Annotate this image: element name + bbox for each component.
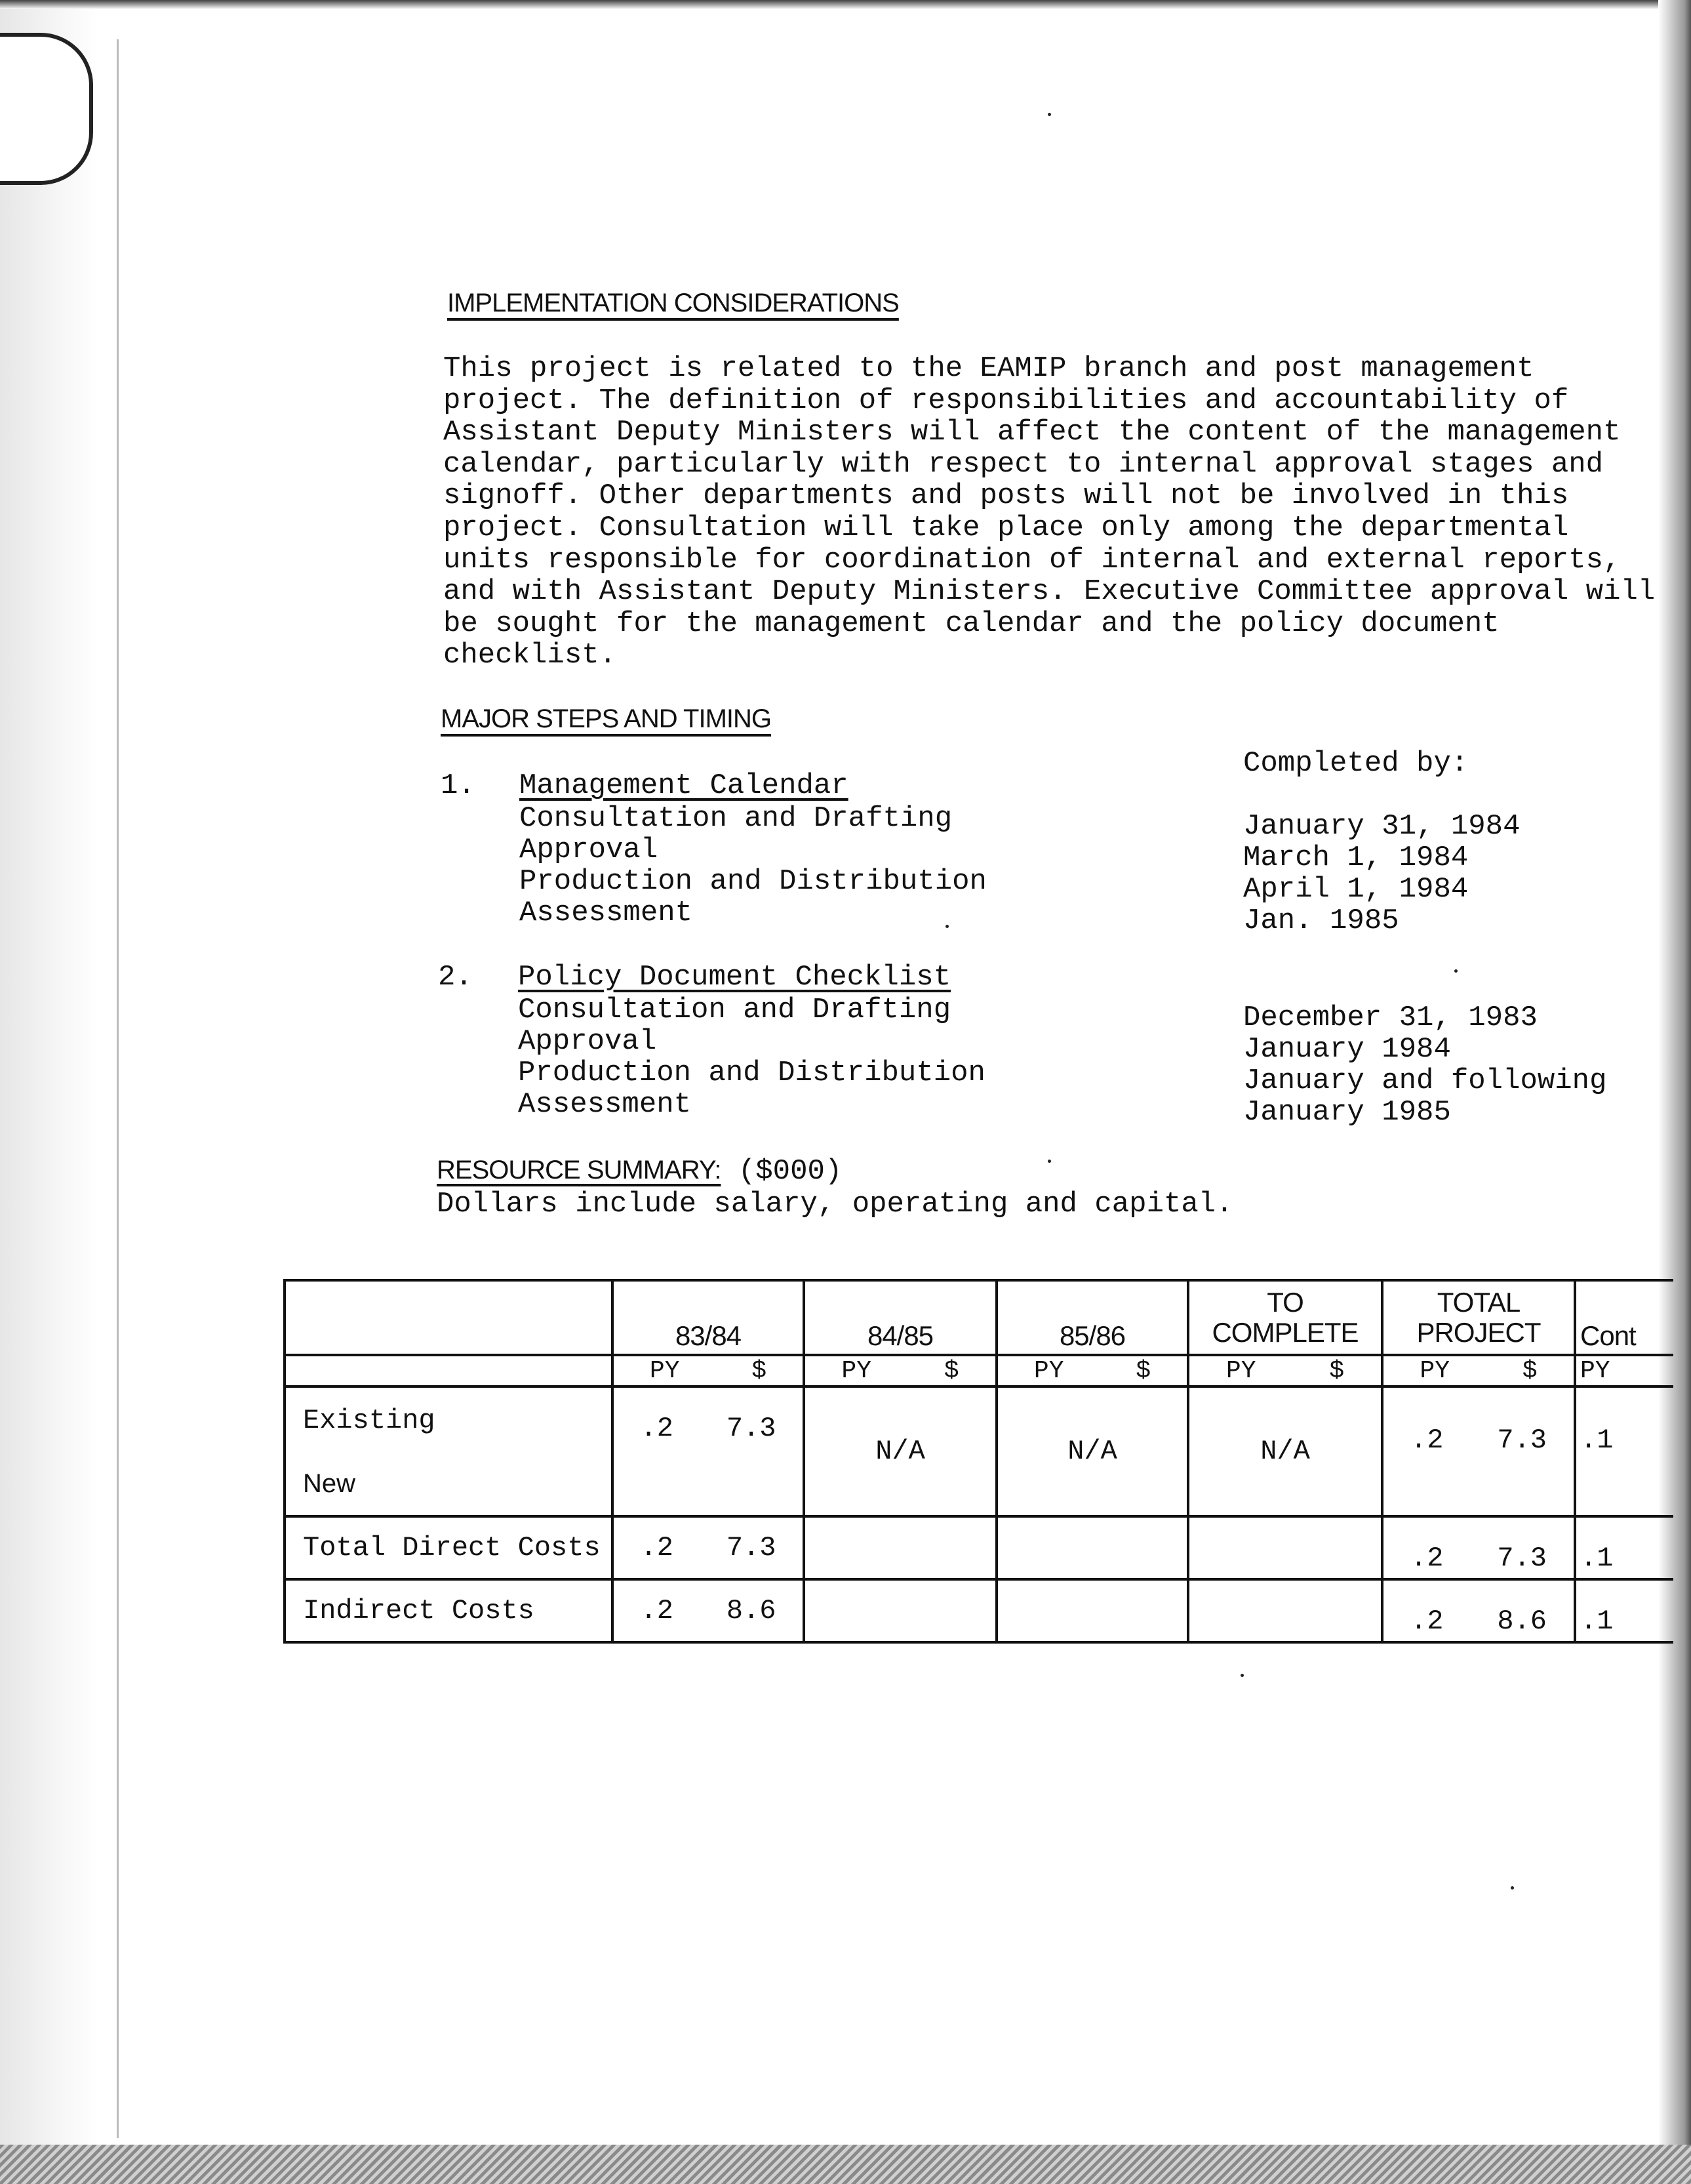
binding-line [117, 39, 119, 2138]
paragraph-line: calendar, particularly with respect to internal approval stages and [443, 447, 1604, 481]
empty-subheader-cell [285, 1355, 612, 1386]
py-value: .2 [1410, 1606, 1444, 1637]
step-number: 1. [441, 769, 475, 802]
paragraph-line: be sought for the management calendar and the policy document [443, 607, 1500, 640]
cell-8586-na: N/A [997, 1386, 1188, 1516]
table-row-total-direct [285, 1516, 1673, 1579]
scan-speck [1048, 113, 1051, 116]
scan-speck [1241, 1674, 1244, 1677]
paragraph-line: This project is related to the EAMIP branch and post management [443, 352, 1534, 385]
dollar-value: 7.3 [726, 1413, 776, 1444]
py-label: PY [1225, 1356, 1256, 1385]
table-row-indirect [285, 1579, 1673, 1642]
scan-speck [945, 925, 949, 928]
dollar-value: 7.3 [726, 1532, 776, 1564]
step-date: January 1984 [1243, 1033, 1451, 1066]
dollar-label: $ [944, 1356, 959, 1385]
step-title: Policy Document Checklist [518, 961, 951, 994]
scan-speck [1511, 1886, 1514, 1890]
py-value: .2 [640, 1595, 673, 1627]
implementation-heading: IMPLEMENTATION CONSIDERATIONS [447, 289, 899, 317]
existing-label: Existing [303, 1404, 435, 1436]
step-date: Jan. 1985 [1243, 904, 1399, 937]
dollar-label: $ [1136, 1356, 1151, 1385]
col-header-8586: 85/86 [997, 1280, 1188, 1355]
empty-cell [997, 1579, 1188, 1642]
step-task: Approval [519, 834, 658, 866]
scan-bottom-edge [0, 2145, 1691, 2184]
paragraph-line: Assistant Deputy Ministers will affect the content of the management [443, 416, 1621, 449]
paragraph-line: project. Consultation will take place only among the departmental [443, 511, 1569, 544]
step-date: January and following [1243, 1064, 1607, 1097]
resource-summary-note: Dollars include salary, operating and capital. [437, 1188, 1233, 1221]
new-label: New [303, 1468, 356, 1498]
indirect-label: Indirect Costs [285, 1579, 612, 1642]
dollar-value: 8.6 [726, 1595, 776, 1627]
cell-to-complete-na: N/A [1188, 1386, 1382, 1516]
step-number: 2. [438, 961, 473, 994]
col-header-total-project: TOTAL PROJECT [1382, 1280, 1575, 1355]
empty-cell [1188, 1579, 1382, 1642]
cell-cont-existing: .1 [1575, 1386, 1673, 1516]
cell-8485-na: N/A [804, 1386, 997, 1516]
implementation-paragraph [443, 352, 1656, 672]
step-task: Production and Distribution [519, 865, 987, 898]
py-value: .2 [1410, 1543, 1444, 1574]
step-task: Assessment [519, 897, 693, 929]
resource-summary-heading: RESOURCE SUMMARY: [437, 1156, 721, 1184]
cell-8384-existing [612, 1386, 804, 1516]
table-row-existing-new [285, 1386, 1673, 1516]
cell-8384-total-direct [612, 1516, 804, 1579]
table-header-row [285, 1280, 1673, 1355]
scan-left-margin [0, 0, 98, 2184]
scan-speck [1048, 1160, 1051, 1163]
cont-py-subheader: PY [1575, 1355, 1673, 1386]
step-date: January 1985 [1243, 1096, 1451, 1129]
py-dollar-subheader [804, 1355, 997, 1386]
paragraph-line: checklist. [443, 639, 617, 672]
paragraph-line: units responsible for coordination of internal and external reports, [443, 543, 1621, 576]
py-label: PY [1033, 1356, 1064, 1385]
cell-total-total-direct [1382, 1516, 1575, 1579]
py-label: PY [1420, 1356, 1450, 1385]
paragraph-line: project. The definition of responsibilities and accountability of [443, 384, 1569, 417]
step-title: Management Calendar [519, 769, 848, 802]
paragraph-line: signoff. Other departments and posts will not be involved in this [443, 479, 1569, 513]
step-date: March 1, 1984 [1243, 841, 1469, 874]
resource-summary-title [437, 1154, 842, 1187]
cell-total-existing [1382, 1386, 1575, 1516]
resource-summary-table [283, 1279, 1673, 1644]
dollar-value: 7.3 [1497, 1543, 1547, 1574]
binder-tab-notch [0, 33, 93, 185]
resource-summary-unit: ($000) [721, 1155, 843, 1188]
step-task: Production and Distribution [518, 1057, 985, 1089]
py-dollar-subheader [997, 1355, 1188, 1386]
empty-cell [997, 1516, 1188, 1579]
cell-total-indirect [1382, 1579, 1575, 1642]
step-task: Consultation and Drafting [519, 802, 953, 835]
total-direct-label: Total Direct Costs [285, 1516, 612, 1579]
completed-by-label: Completed by: [1243, 747, 1469, 780]
dollar-value: 8.6 [1497, 1606, 1547, 1637]
empty-header-cell [285, 1280, 612, 1355]
existing-new-labels [285, 1386, 612, 1516]
col-header-cont: Cont [1575, 1280, 1673, 1355]
py-dollar-subheader [1188, 1355, 1382, 1386]
py-dollar-subheader [1382, 1355, 1575, 1386]
empty-cell [1188, 1516, 1382, 1579]
empty-cell [804, 1579, 997, 1642]
dollar-label: $ [1329, 1356, 1345, 1385]
major-steps-heading: MAJOR STEPS AND TIMING [441, 704, 771, 733]
step-date: April 1, 1984 [1243, 873, 1469, 906]
scan-speck [1454, 969, 1458, 973]
py-value: .2 [640, 1413, 673, 1444]
dollar-label: $ [1522, 1356, 1538, 1385]
step-date: January 31, 1984 [1243, 810, 1521, 843]
table-subheader-row [285, 1355, 1673, 1386]
step-task: Consultation and Drafting [518, 994, 951, 1026]
col-header-to-complete: TO COMPLETE [1188, 1280, 1382, 1355]
dollar-label: $ [751, 1356, 767, 1385]
cell-cont-total-direct: .1 [1575, 1516, 1673, 1579]
scan-top-edge [0, 0, 1691, 9]
empty-cell [804, 1516, 997, 1579]
col-header-8485: 84/85 [804, 1280, 997, 1355]
py-dollar-subheader [612, 1355, 804, 1386]
py-value: .2 [640, 1532, 673, 1564]
paragraph-line: and with Assistant Deputy Ministers. Executive Committee approval will [443, 575, 1656, 609]
cell-8384-indirect [612, 1579, 804, 1642]
step-date: December 31, 1983 [1243, 1001, 1538, 1034]
py-value: .2 [1410, 1425, 1444, 1456]
dollar-value: 7.3 [1497, 1425, 1547, 1456]
cell-cont-indirect: .1 [1575, 1579, 1673, 1642]
py-label: PY [649, 1356, 680, 1385]
col-header-8384: 83/84 [612, 1280, 804, 1355]
py-label: PY [841, 1356, 871, 1385]
step-task: Assessment [518, 1088, 692, 1121]
step-task: Approval [518, 1025, 657, 1058]
scan-right-edge [1658, 0, 1691, 2184]
